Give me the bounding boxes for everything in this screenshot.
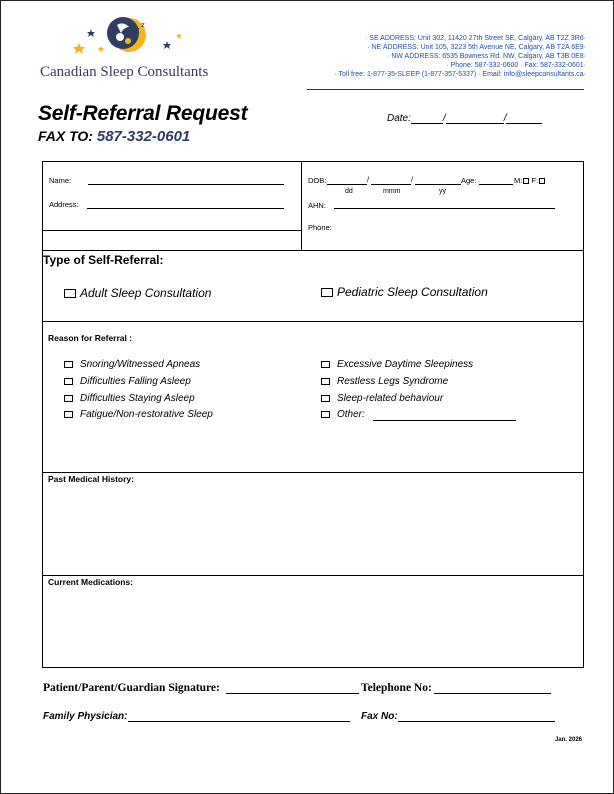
pediatric-consultation-checkbox[interactable] [321,288,333,297]
fax-to [38,128,190,145]
phone-label: Phone: [308,223,332,232]
reason-label: Sleep-related behaviour [337,393,444,404]
fax-to-number: 587-332-0601 [96,128,191,145]
divider [43,250,583,251]
referral-type-title: Type of Self-Referral: [43,253,164,267]
revision-date: Jan. 2026 [554,737,582,743]
date-day-blank[interactable] [411,114,443,124]
reason-checkbox[interactable] [64,378,73,385]
moon-and-stars-logo-icon [71,11,191,59]
reason-label: Other: [337,409,365,420]
reason-checkbox[interactable] [321,411,330,418]
ahn-input-line[interactable] [334,208,555,209]
dob-month-hint: mmm [383,188,401,195]
dob-separator: / [367,175,370,184]
fax-to-label: FAX TO: [38,128,93,144]
fax-no-input-line[interactable] [398,721,555,722]
reason-option[interactable] [64,359,200,370]
header-divider [307,89,584,90]
adult-consultation-option[interactable] [64,286,211,300]
address-line: · NW ADDRESS: 6535 Bowness Rd. NW, Calgary, AB T3B 0E8· [387,53,586,60]
address-line: · Phone: 587-332-0600 · Fax: 587-332-0601· [446,62,586,69]
date-month-blank[interactable] [446,114,504,124]
name-label: Name: [49,176,72,185]
date-separator: / [503,113,507,124]
pediatric-consultation-option[interactable] [321,285,488,299]
reason-option[interactable] [321,359,473,370]
contact-addresses [286,34,586,79]
date-separator: / [442,113,446,124]
age-label: Age: [461,176,477,185]
reason-option[interactable] [321,393,443,404]
signature-input-line[interactable] [226,693,359,694]
referral-form-box [42,161,584,668]
svg-text:z: z [135,26,140,36]
adult-consultation-checkbox[interactable] [64,289,76,298]
reason-label: Excessive Daytime Sleepiness [337,359,474,370]
address-input-line[interactable] [87,208,284,209]
divider [43,472,583,473]
page-title: Self-Referral Request [38,102,248,125]
date-year-blank[interactable] [503,113,542,124]
dob-month-line[interactable] [371,184,411,185]
dob-separator: / [411,175,414,184]
family-physician-label: Family Physician: [43,711,128,722]
dob-day-line[interactable] [327,184,367,185]
address-line: · Toll free: 1-877-35-SLEEP (1-877-357-5337) · Email: info@sleepconsultants.ca· [334,71,586,78]
medical-history-title: Past Medical History: [48,474,134,484]
reason-label: Restless Legs Syndrome [337,376,449,387]
date-field[interactable] [387,113,542,124]
divider [301,162,302,251]
date-label: Date: [387,113,411,124]
age-input-line[interactable] [479,184,513,185]
reason-checkbox[interactable] [321,361,330,368]
sex-field [514,176,545,185]
divider [43,321,583,322]
company-name: Canadian Sleep Consultants [40,64,209,80]
reason-label: Difficulties Falling Asleep [80,376,191,387]
reason-title: Reason for Referral : [48,333,133,343]
telephone-input-line[interactable] [434,693,551,694]
fax-no-label: Fax No: [361,711,398,722]
reason-checkbox[interactable] [321,378,330,385]
ahn-label: AHN: [308,201,326,210]
reason-label: Snoring/Witnessed Apneas [80,359,201,370]
reason-option[interactable] [64,393,195,404]
address-line: · SE ADDRESS: Unit 302, 11420 27th Street SE, Calgary, AB T2Z 3R6· [365,35,586,42]
name-input-line[interactable] [88,184,284,185]
reason-option[interactable] [321,376,448,387]
dob-year-line[interactable] [415,184,461,185]
medications-title: Current Medications: [48,577,134,587]
reason-option-other[interactable] [321,409,365,420]
divider [43,230,301,231]
signature-label: Patient/Parent/Guardian Signature: [43,682,220,694]
reason-checkbox[interactable] [64,361,73,368]
male-label: M: [514,176,523,185]
pediatric-consultation-label: Pediatric Sleep Consultation [337,285,488,299]
reason-option[interactable] [64,409,213,420]
dob-label: DOB: [308,176,327,185]
telephone-label: Telephone No: [361,682,432,694]
reason-label: Fatigue/Non-restorative Sleep [80,409,213,420]
svg-text:z: z [141,21,145,29]
address-line: · NE ADDRESS: Unit 105, 3223 5th Avenue NE, Calgary, AB T2A 6E9· [367,44,586,51]
reason-option[interactable] [64,376,191,387]
reason-checkbox[interactable] [64,411,73,418]
female-checkbox[interactable] [539,178,545,184]
adult-consultation-label: Adult Sleep Consultation [80,286,212,300]
family-physician-input-line[interactable] [128,721,350,722]
dob-year-hint: yy [439,188,446,195]
divider [43,575,583,576]
male-checkbox[interactable] [523,178,529,184]
reason-label: Difficulties Staying Asleep [80,393,195,404]
dob-day-hint: dd [345,188,353,195]
reason-checkbox[interactable] [64,395,73,402]
female-label: F: [531,176,539,185]
reason-checkbox[interactable] [321,395,330,402]
other-reason-input-line[interactable] [373,420,516,421]
address-label: Address: [49,200,79,209]
